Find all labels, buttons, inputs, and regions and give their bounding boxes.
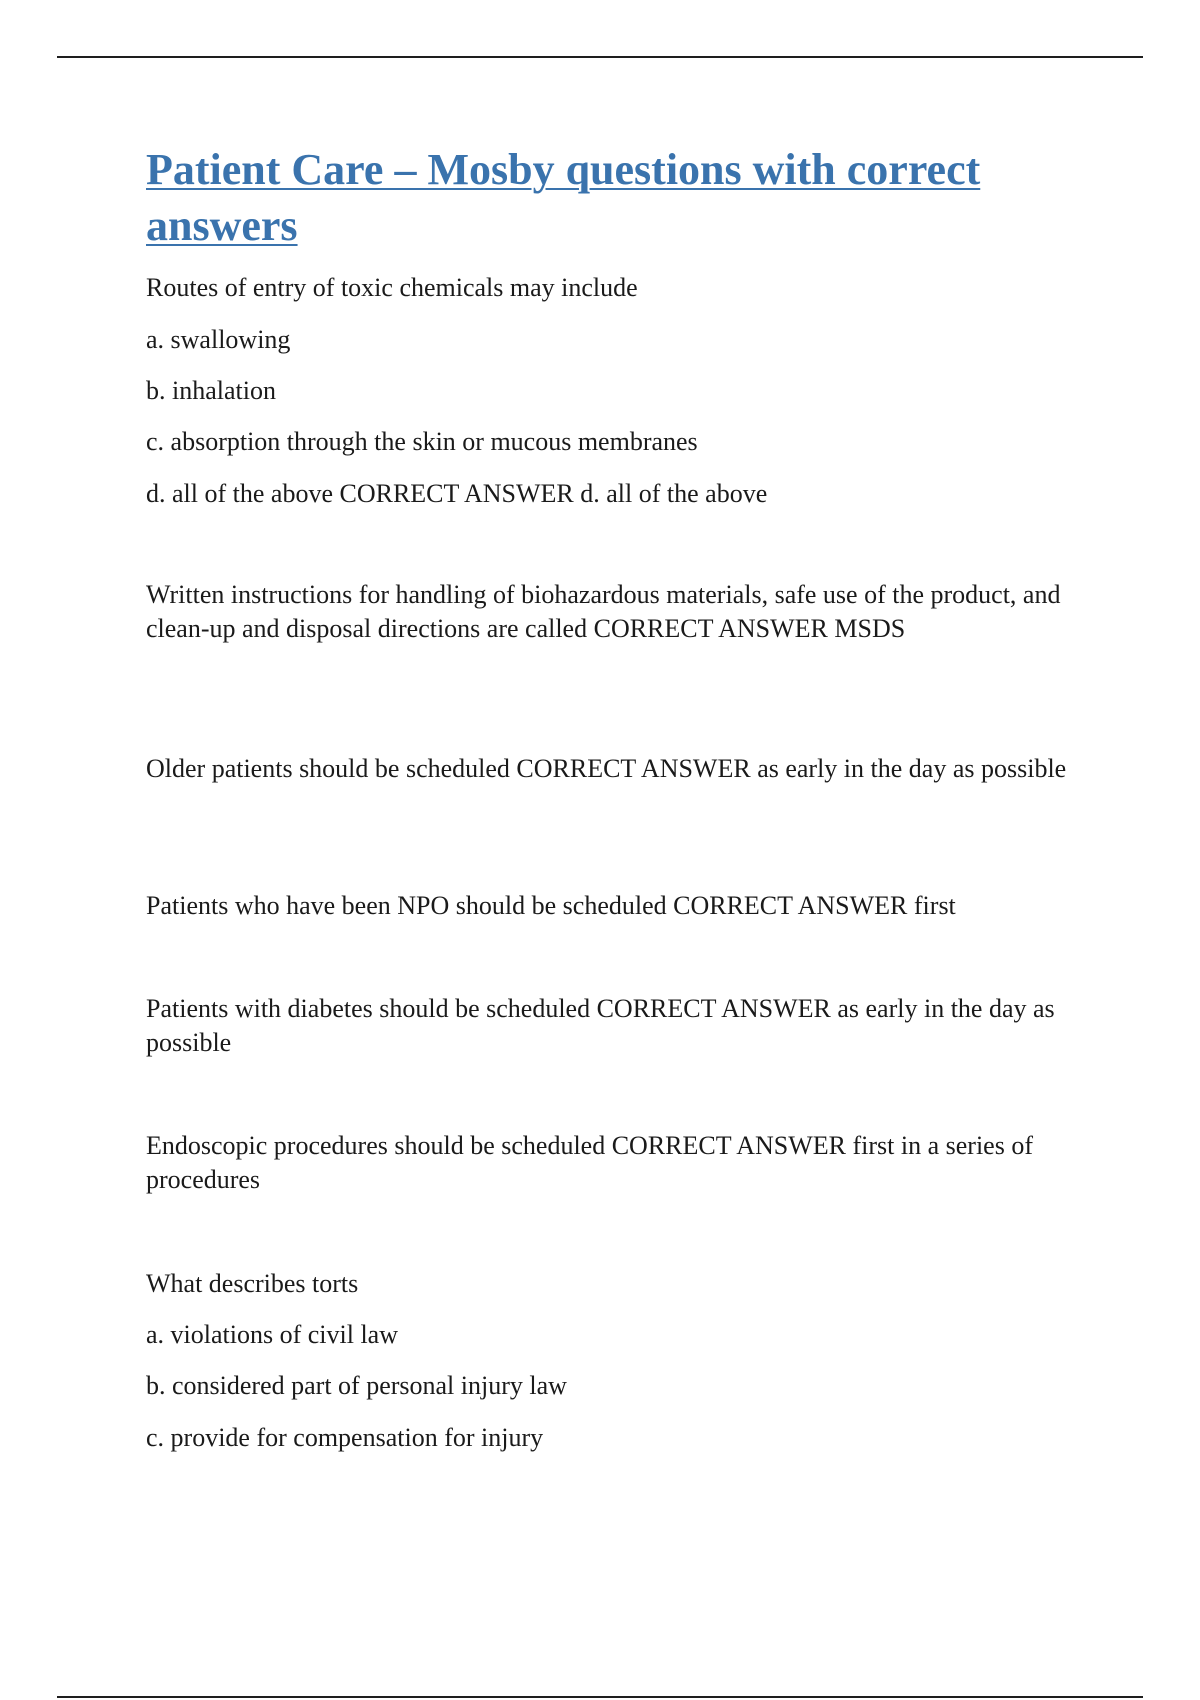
question-text: What describes torts	[146, 1269, 359, 1298]
header-rule	[57, 56, 1143, 58]
answer-option: b. inhalation	[146, 376, 276, 405]
answer-option: d. all of the above CORRECT ANSWER d. all of the above	[146, 479, 768, 508]
answer-option: a. swallowing	[146, 325, 291, 354]
question-text: Routes of entry of toxic chemicals may include	[146, 273, 638, 302]
answer-option: c. provide for compensation for injury	[146, 1423, 544, 1452]
question-paragraph: Endoscopic procedures should be scheduled CORRECT ANSWER first in a series of procedures	[146, 1131, 1033, 1194]
footer-rule	[57, 1696, 1143, 1698]
question-paragraph: Written instructions for handling of biohazardous materials, safe use of the product, and clean-up and disposal directions are called CORRECT ANSWER MSDS	[146, 580, 1061, 643]
page-title: Patient Care – Mosby questions with correct answers	[146, 145, 981, 250]
answer-option: a. violations of civil law	[146, 1320, 399, 1349]
question-paragraph: Older patients should be scheduled CORRECT ANSWER as early in the day as possible	[146, 754, 1067, 783]
question-paragraph: Patients who have been NPO should be scheduled CORRECT ANSWER first	[146, 891, 956, 920]
question-paragraph: Patients with diabetes should be scheduled CORRECT ANSWER as early in the day as possible	[146, 994, 1055, 1057]
answer-option: b. considered part of personal injury law	[146, 1371, 567, 1400]
answer-option: c. absorption through the skin or mucous membranes	[146, 427, 698, 456]
